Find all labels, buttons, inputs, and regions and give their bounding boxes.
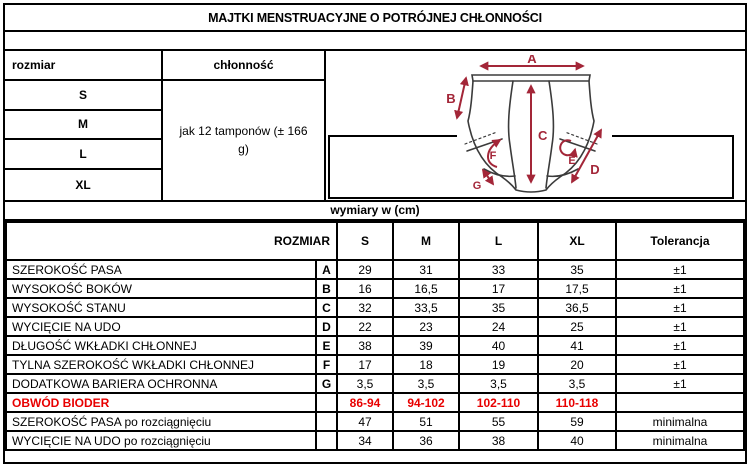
value-s: 86-94 [337, 393, 393, 412]
measurement-label: OBWÓD BIODER [6, 393, 316, 412]
table-row [6, 279, 744, 298]
absorbency-column-header: chłonność [163, 51, 324, 81]
absorbency-value: jak 12 tamponów (± 166 g) [179, 124, 308, 157]
value-xl: 3,5 [538, 374, 616, 393]
dimension-letter: D [316, 317, 337, 336]
value-l: 17 [459, 279, 538, 298]
spacer-row [5, 32, 745, 51]
table-row [6, 431, 744, 450]
dimension-letter [316, 393, 337, 412]
gusset-edge-right [547, 169, 578, 176]
dimension-label-g: G [472, 180, 482, 192]
value-tolerance: ±1 [616, 336, 744, 355]
value-l: 35 [459, 298, 538, 317]
table-row [6, 298, 744, 317]
table-row [6, 317, 744, 336]
col-header-s: S [337, 222, 393, 260]
measurement-label: SZEROKOŚĆ PASA po rozciągnięciu [6, 412, 316, 431]
value-m: 39 [393, 336, 459, 355]
measurement-label: DŁUGOŚĆ WKŁADKI CHŁONNEJ [6, 336, 316, 355]
value-l: 40 [459, 336, 538, 355]
value-s: 32 [337, 298, 393, 317]
dimension-letter: E [316, 336, 337, 355]
col-header-tolerance: Tolerancja [616, 222, 744, 260]
value-m: 94-102 [393, 393, 459, 412]
table-row [6, 412, 744, 431]
value-l: 3,5 [459, 374, 538, 393]
value-m: 33,5 [393, 298, 459, 317]
value-s: 17 [337, 355, 393, 374]
value-xl: 41 [538, 336, 616, 355]
dimension-letter: A [316, 260, 337, 279]
measurements-table [5, 221, 745, 451]
table-row [6, 374, 744, 393]
value-tolerance: ±1 [616, 355, 744, 374]
table-row-hip-circumference [6, 393, 744, 412]
dimension-letter: C [316, 298, 337, 317]
size-cell-l: L [5, 140, 163, 170]
dimension-letter: B [316, 279, 337, 298]
panties-diagram-area [326, 51, 745, 200]
dimension-label-d: D [590, 162, 600, 177]
value-s: 22 [337, 317, 393, 336]
value-l: 19 [459, 355, 538, 374]
table-row [6, 355, 744, 374]
dimension-label-a: A [527, 55, 537, 66]
dimensions-header: wymiary w (cm) [5, 202, 745, 221]
value-m: 16,5 [393, 279, 459, 298]
measurement-label: WYSOKOŚĆ STANU [6, 298, 316, 317]
value-m: 3,5 [393, 374, 459, 393]
dimension-letter [316, 412, 337, 431]
value-tolerance: ±1 [616, 374, 744, 393]
size-cell-s: S [5, 81, 163, 111]
measurement-label: WYCIĘCIE NA UDO [6, 317, 316, 336]
dimension-letter: G [316, 374, 337, 393]
col-header-l: L [459, 222, 538, 260]
value-tolerance: ±1 [616, 298, 744, 317]
pad-line-left [467, 139, 502, 151]
dimension-label-c: C [538, 128, 548, 143]
rozmiar-header: ROZMIAR [6, 222, 337, 260]
size-absorbency-section [5, 51, 745, 202]
measurements-header-row [6, 222, 744, 260]
waistband [472, 75, 590, 81]
value-xl: 17,5 [538, 279, 616, 298]
value-l: 102-110 [459, 393, 538, 412]
size-cell-xl: XL [5, 170, 163, 200]
value-xl: 36,5 [538, 298, 616, 317]
value-tolerance [616, 393, 744, 412]
value-l: 33 [459, 260, 538, 279]
gusset-edge-left [484, 169, 515, 176]
col-header-xl: XL [538, 222, 616, 260]
value-s: 38 [337, 336, 393, 355]
dimension-label-f: F [489, 150, 497, 162]
size-cell-m: M [5, 111, 163, 141]
panties-diagram [420, 55, 660, 201]
value-tolerance: ±1 [616, 279, 744, 298]
value-tolerance: minimalna [616, 412, 744, 431]
value-m: 23 [393, 317, 459, 336]
value-m: 31 [393, 260, 459, 279]
dimension-letter [316, 431, 337, 450]
measurement-label: WYCIĘCIE NA UDO po rozciągnięciu [6, 431, 316, 450]
measurement-label: DODATKOWA BARIERA OCHRONNA [6, 374, 316, 393]
size-absorbency-table [5, 51, 326, 200]
measurement-label: SZEROKOŚĆ PASA [6, 260, 316, 279]
dimension-letter: F [316, 355, 337, 374]
value-m: 51 [393, 412, 459, 431]
value-s: 3,5 [337, 374, 393, 393]
absorbency-value-cell [163, 81, 324, 200]
measurement-label: TYLNA SZEROKOŚĆ WKŁADKI CHŁONNEJ [6, 355, 316, 374]
value-l: 55 [459, 412, 538, 431]
value-m: 18 [393, 355, 459, 374]
value-xl: 20 [538, 355, 616, 374]
value-s: 34 [337, 431, 393, 450]
dimension-arrow-b [457, 78, 466, 118]
value-l: 24 [459, 317, 538, 336]
measurement-label: WYSOKOŚĆ BOKÓW [6, 279, 316, 298]
value-l: 38 [459, 431, 538, 450]
value-s: 16 [337, 279, 393, 298]
size-chart-sheet [3, 3, 747, 464]
dimension-label-e: E [568, 155, 576, 167]
front-seam-left [509, 81, 516, 188]
table-row [6, 336, 744, 355]
col-header-m: M [393, 222, 459, 260]
table-row [6, 260, 744, 279]
size-column-header: rozmiar [5, 51, 163, 81]
dimension-arrows-group [457, 66, 601, 184]
value-tolerance: minimalna [616, 431, 744, 450]
value-m: 36 [393, 431, 459, 450]
value-s: 29 [337, 260, 393, 279]
value-xl: 25 [538, 317, 616, 336]
value-xl: 40 [538, 431, 616, 450]
dimension-label-b: B [446, 91, 456, 106]
value-xl: 110-118 [538, 393, 616, 412]
value-tolerance: ±1 [616, 260, 744, 279]
value-s: 47 [337, 412, 393, 431]
value-tolerance: ±1 [616, 317, 744, 336]
value-xl: 35 [538, 260, 616, 279]
value-xl: 59 [538, 412, 616, 431]
page-title: MAJTKI MENSTRUACYJNE O POTRÓJNEJ CHŁONNOŚCI [5, 5, 745, 32]
dimension-arrow-e [560, 140, 575, 155]
